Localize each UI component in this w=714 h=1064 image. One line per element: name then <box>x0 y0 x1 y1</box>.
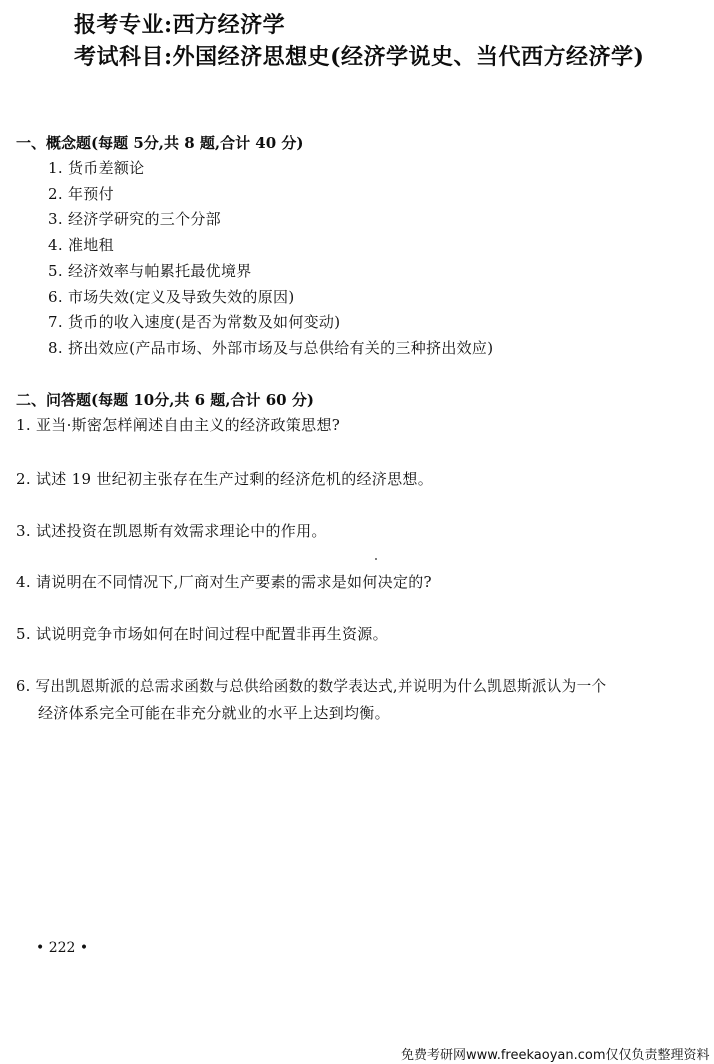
scan-speck <box>375 558 377 560</box>
concept-item: 4. 准地租 <box>48 236 114 254</box>
question-item-continuation: 经济体系完全可能在非充分就业的水平上达到均衡。 <box>38 704 390 722</box>
question-item: 1. 亚当·斯密怎样阐述自由主义的经济政策思想? <box>16 416 341 434</box>
question-item: 3. 试述投资在凯恩斯有效需求理论中的作用。 <box>16 522 327 540</box>
concept-item: 8. 挤出效应(产品市场、外部市场及与总供给有关的三种挤出效应) <box>48 339 494 357</box>
exam-major: 报考专业:西方经济学 <box>74 12 286 38</box>
concept-item: 1. 货币差额论 <box>48 159 145 177</box>
concept-item: 5. 经济效率与帕累托最优境界 <box>48 262 252 280</box>
concept-item: 2. 年预付 <box>48 185 114 203</box>
exam-subject: 考试科目:外国经济思想史(经济学说史、当代西方经济学) <box>74 44 645 70</box>
question-item: 2. 试述 19 世纪初主张存在生产过剩的经济危机的经济思想。 <box>16 470 434 488</box>
watermark-text: 免费考研网www.freekaoyan.com仅仅负责整理资料 <box>401 1048 710 1063</box>
concept-item: 3. 经济学研究的三个分部 <box>48 210 221 228</box>
question-item: 4. 请说明在不同情况下,厂商对生产要素的需求是如何决定的? <box>16 573 432 591</box>
question-item: 6. 写出凯恩斯派的总需求函数与总供给函数的数学表达式,并说明为什么凯恩斯派认为一个 <box>16 678 607 695</box>
concept-item: 6. 市场失效(定义及导致失效的原因) <box>48 288 295 306</box>
page-number: • 222 • <box>36 940 89 956</box>
section2-title: 二、问答题(每题 10分,共 6 题,合计 60 分) <box>16 391 314 409</box>
question-item: 5. 试说明竞争市场如何在时间过程中配置非再生资源。 <box>16 625 388 643</box>
section1-title: 一、概念题(每题 5分,共 8 题,合计 40 分) <box>16 134 304 152</box>
concept-item: 7. 货币的收入速度(是否为常数及如何变动) <box>48 313 341 331</box>
